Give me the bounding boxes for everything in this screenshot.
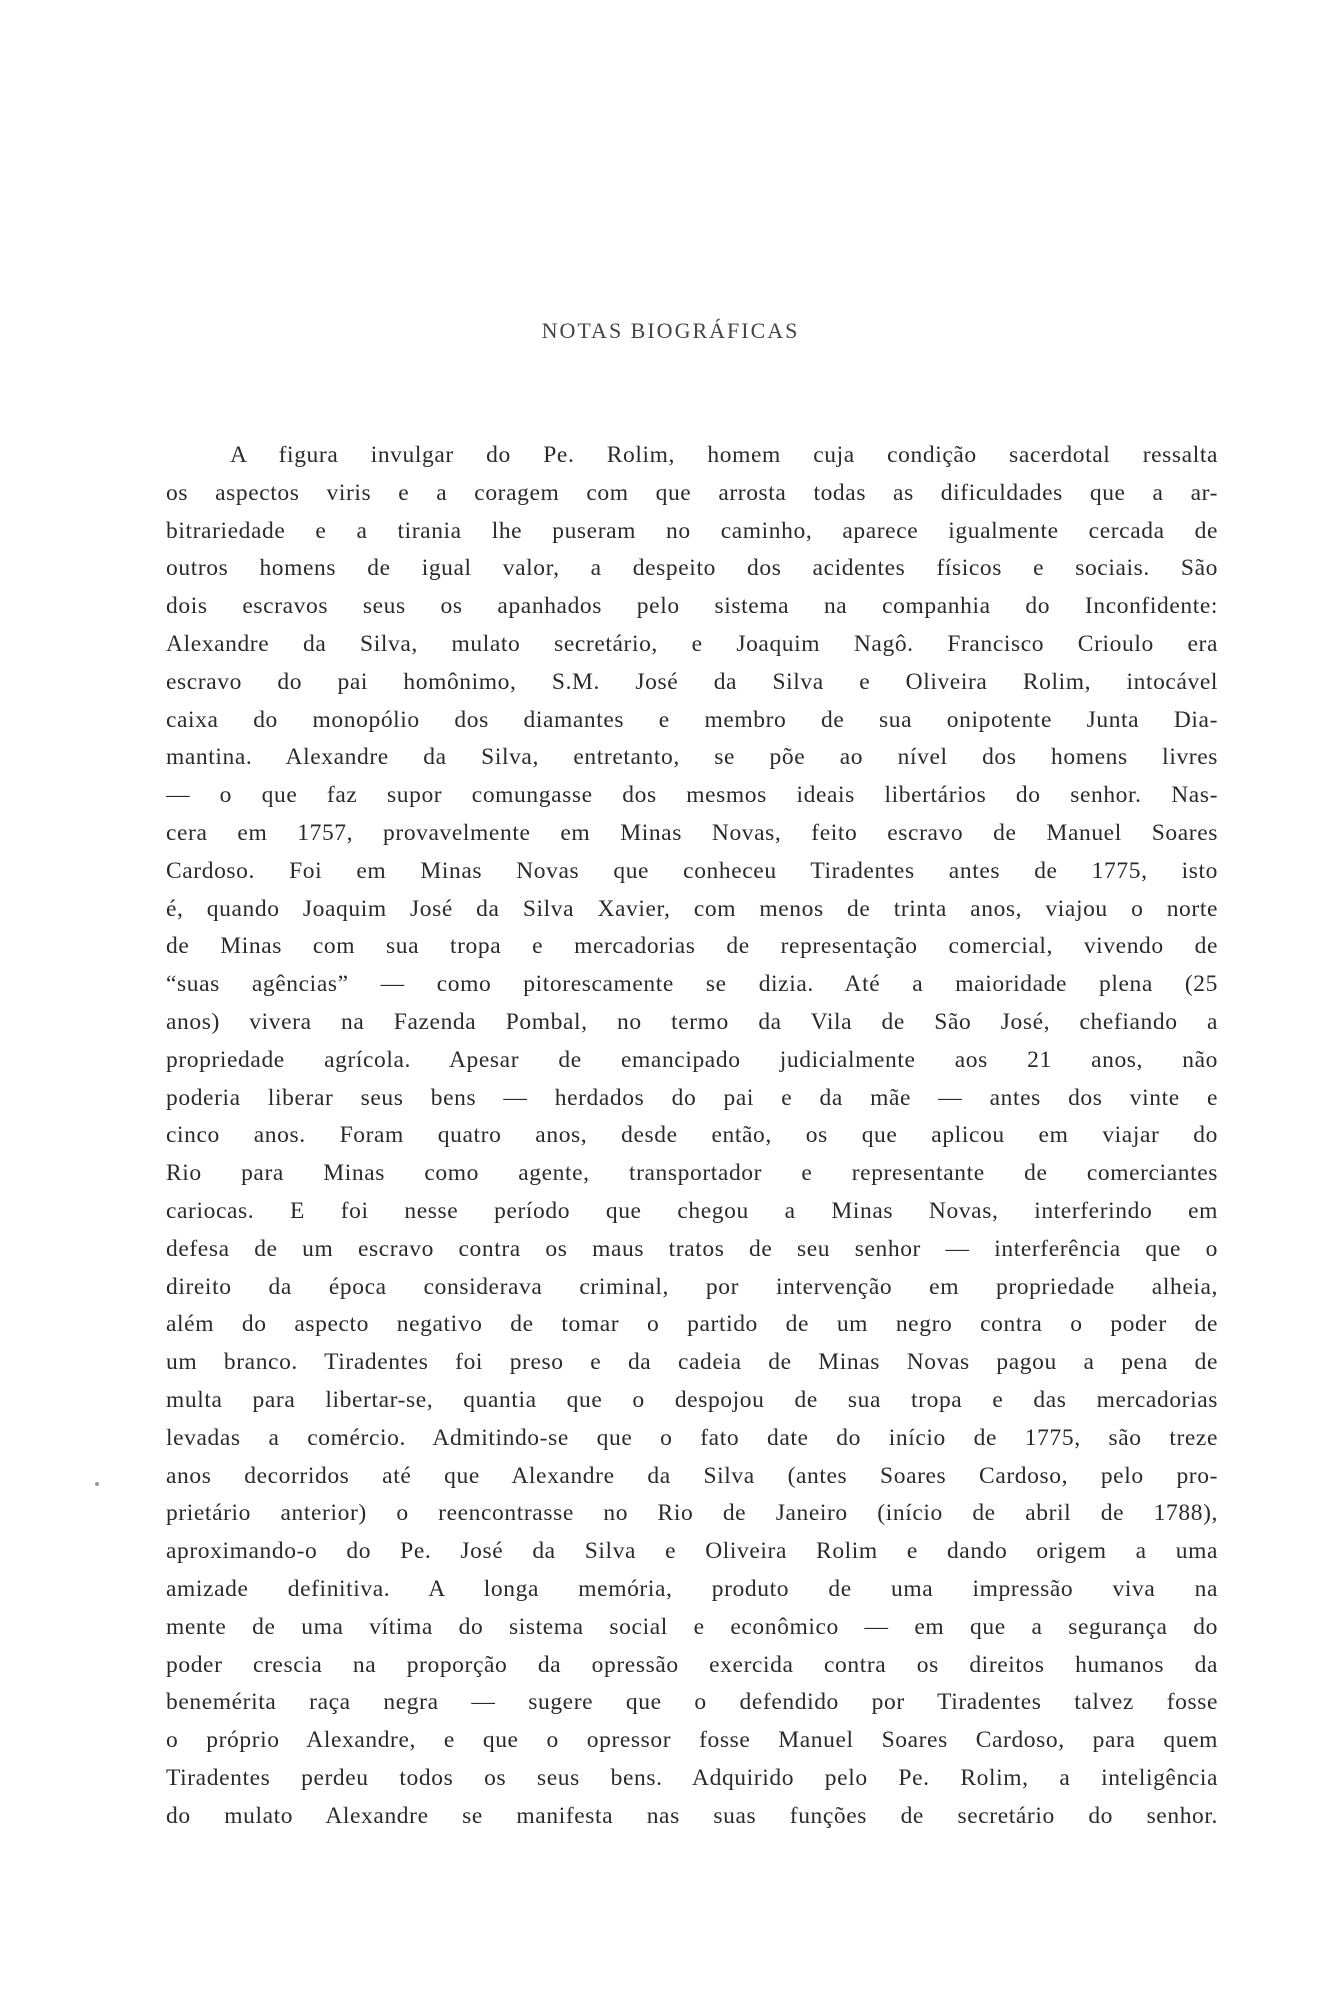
- text-line: A figura invulgar do Pe. Rolim, homem cuja condição sacerdotal ressalta: [230, 442, 1218, 468]
- text-line: cinco anos. Foram quatro anos, desde então, os que aplicou em viajar do: [166, 1122, 1218, 1149]
- text-line: Cardoso. Foi em Minas Novas que conheceu Tiradentes antes de 1775, isto: [166, 857, 1218, 884]
- text-line: “suas agências” — como pitorescamente se dizia. Até a maioridade plena (25: [166, 971, 1218, 998]
- text-line: multa para libertar-se, quantia que o despojou de sua tropa e das mercadorias: [166, 1386, 1218, 1413]
- text-line: poderia liberar seus bens — herdados do pai e da mãe — antes dos vinte e: [166, 1084, 1218, 1111]
- text-line: Alexandre da Silva, mulato secretário, e Joaquim Nagô. Francisco Crioulo era: [166, 630, 1218, 657]
- text-line: direito da época considerava criminal, por intervenção em propriedade alheia,: [166, 1273, 1218, 1300]
- text-line: cera em 1757, provavelmente em Minas Novas, feito escravo de Manuel Soares: [166, 819, 1218, 846]
- text-line: um branco. Tiradentes foi preso e da cadeia de Minas Novas pagou a pena de: [166, 1349, 1218, 1376]
- text-line: é, quando Joaquim José da Silva Xavier, com menos de trinta anos, viajou o norte: [166, 895, 1218, 922]
- text-line: caixa do monopólio dos diamantes e membro de sua onipotente Junta Dia-: [166, 706, 1218, 733]
- text-line: — o que faz supor comungasse dos mesmos ideais libertários do senhor. Nas-: [166, 782, 1218, 809]
- text-line: do mulato Alexandre se manifesta nas suas funções de secretário do senhor.: [166, 1802, 1218, 1829]
- text-line: defesa de um escravo contra os maus tratos de seu senhor — interferência que o: [166, 1235, 1218, 1262]
- body-text: [166, 437, 1218, 1835]
- text-line: amizade definitiva. A longa memória, produto de uma impressão viva na: [166, 1575, 1218, 1602]
- text-line: anos) vivera na Fazenda Pombal, no termo da Vila de São José, chefiando a: [166, 1008, 1218, 1035]
- text-line: benemérita raça negra — sugere que o defendido por Tiradentes talvez fosse: [166, 1689, 1218, 1716]
- text-line: escravo do pai homônimo, S.M. José da Silva e Oliveira Rolim, intocável: [166, 668, 1218, 695]
- text-line: mantina. Alexandre da Silva, entretanto, se põe ao nível dos homens livres: [166, 744, 1218, 771]
- text-line: Tiradentes perdeu todos os seus bens. Adquirido pelo Pe. Rolim, a inteligência: [166, 1764, 1218, 1791]
- text-line: além do aspecto negativo de tomar o partido de um negro contra o poder de: [166, 1311, 1218, 1338]
- text-line: o próprio Alexandre, e que o opressor fosse Manuel Soares Cardoso, para quem: [166, 1727, 1218, 1754]
- text-line: cariocas. E foi nesse período que chegou a Minas Novas, interferindo em: [166, 1197, 1218, 1224]
- text-line: poder crescia na proporção da opressão exercida contra os direitos humanos da: [166, 1651, 1218, 1678]
- text-line: aproximando-o do Pe. José da Silva e Oliveira Rolim e dando origem a uma: [166, 1538, 1218, 1565]
- text-line: de Minas com sua tropa e mercadorias de representação comercial, vivendo de: [166, 933, 1218, 960]
- text-line: outros homens de igual valor, a despeito dos acidentes físicos e sociais. São: [166, 555, 1218, 582]
- text-line: propriedade agrícola. Apesar de emancipado judicialmente aos 21 anos, não: [166, 1046, 1218, 1073]
- text-line: prietário anterior) o reencontrasse no Rio de Janeiro (início de abril de 1788),: [166, 1500, 1218, 1527]
- scan-speck: [95, 1482, 99, 1486]
- text-line: Rio para Minas como agente, transportador e representante de comerciantes: [166, 1160, 1218, 1187]
- text-line: levadas a comércio. Admitindo-se que o fato date do início de 1775, são treze: [166, 1424, 1218, 1451]
- section-title: NOTAS BIOGRÁFICAS: [541, 318, 800, 343]
- text-line: dois escravos seus os apanhados pelo sistema na companhia do Inconfidente:: [166, 593, 1218, 620]
- text-line: bitrariedade e a tirania lhe puseram no caminho, aparece igualmente cercada de: [166, 517, 1218, 544]
- text-line: anos decorridos até que Alexandre da Silva (antes Soares Cardoso, pelo pro-: [166, 1462, 1218, 1489]
- text-line: os aspectos viris e a coragem com que arrosta todas as dificuldades que a ar-: [166, 479, 1218, 506]
- text-line: mente de uma vítima do sistema social e econômico — em que a segurança do: [166, 1613, 1218, 1640]
